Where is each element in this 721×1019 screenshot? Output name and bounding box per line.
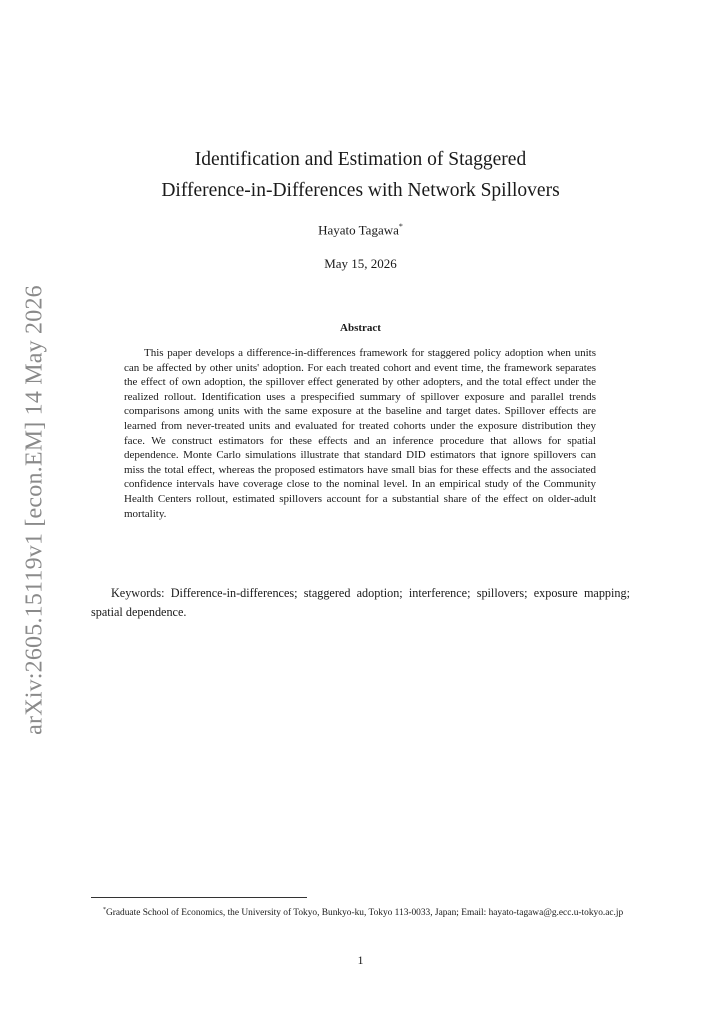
paper-title <box>0 144 721 206</box>
footnote-rule <box>91 897 307 898</box>
title-line-1: Identification and Estimation of Staggered <box>194 149 527 170</box>
footnote <box>91 903 630 920</box>
title-line-2: Difference-in-Differences with Network Spillovers <box>161 180 560 201</box>
author-name: Hayato Tagawa <box>318 222 399 238</box>
footnote-text: Graduate School of Economics, the University of Tokyo, Bunkyo-ku, Tokyo 113-0033, Japan; Email: hayato-tagawa@g.ecc.u-tokyo.ac.jp <box>106 908 624 919</box>
author <box>0 222 721 238</box>
footnote-mark: * <box>103 907 106 913</box>
page-number: 1 <box>357 953 364 967</box>
abstract-heading: Abstract <box>340 322 381 334</box>
keywords: Keywords: Difference-in-differences; staggered adoption; interference; spillovers; exposure mapping; spatial dependence. <box>91 586 630 619</box>
publication-date: May 15, 2026 <box>324 256 397 271</box>
author-footnote-mark: * <box>398 222 403 231</box>
arxiv-identifier: arXiv:2605.15119v1 [econ.EM] 14 May 2026 <box>21 285 48 735</box>
abstract-body: This paper develops a difference-in-differences framework for staggered policy adoption when units can be affected by other units' adoption. For each treated cohort and event time, the framework separates the effect of own adoption, the spillover effect generated by other adopters, and the total effect under the realized rollout. Identification uses a prespecified summary of spillover exposure and parallel trends comparisons among units with the same exposure at the baseline and target dates. Spillover effects are learned from never-treated units and evaluated for treated cohorts under the exposure distribution they face. We construct estimators for these effects and an inference procedure that allows for spatial dependence. Monte Carlo simulations illustrate that standard DID estimators that ignore spillovers can miss the total effect, whereas the proposed estimators have small bias for these effects and the associated confidence intervals have coverage close to the nominal level. In an empirical study of the Community Health Centers rollout, estimated spillovers account for a substantial share of the effect on older-adult mortality. <box>124 347 596 520</box>
